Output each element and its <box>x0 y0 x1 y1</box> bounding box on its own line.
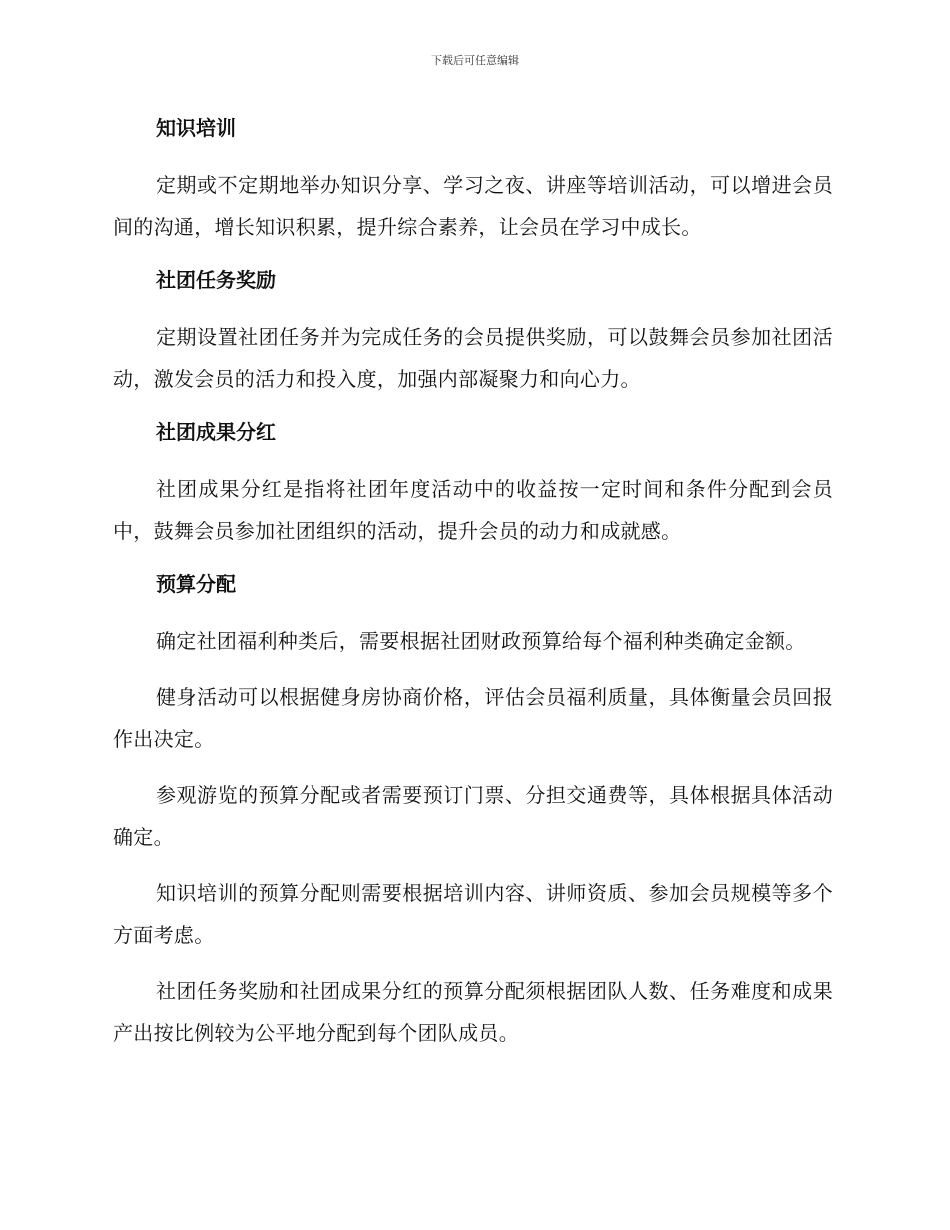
section-heading-achievement-dividend: 社团成果分红 <box>156 420 276 444</box>
paragraph: 定期或不定期地举办知识分享、学习之夜、讲座等培训活动，可以增进会员间的沟通，增长知识积累，提升综合素养，让会员在学习中成长。 <box>113 173 833 239</box>
page-header: 下载后可任意编辑 <box>431 54 519 67</box>
document-body <box>113 110 833 1054</box>
paragraph: 参观游览的预算分配或者需要预订门票、分担交通费等，具体根据具体活动确定。 <box>113 783 833 849</box>
paragraph: 知识培训的预算分配则需要根据培训内容、讲师资质、参加会员规模等多个方面考虑。 <box>113 881 833 947</box>
paragraph: 确定社团福利种类后，需要根据社团财政预算给每个福利种类确定金额。 <box>156 629 806 653</box>
paragraph: 社团成果分红是指将社团年度活动中的收益按一定时间和条件分配到会员中，鼓舞会员参加社团组织的活动，提升会员的动力和成就感。 <box>113 477 833 543</box>
section-heading-knowledge-training: 知识培训 <box>156 116 236 140</box>
paragraph: 定期设置社团任务并为完成任务的会员提供奖励，可以鼓舞会员参加社团活动，激发会员的活力和投入度，加强内部凝聚力和向心力。 <box>113 325 833 391</box>
section-heading-budget-allocation: 预算分配 <box>156 572 236 596</box>
section-heading-task-rewards: 社团任务奖励 <box>156 268 276 292</box>
paragraph: 社团任务奖励和社团成果分红的预算分配须根据团队人数、任务难度和成果产出按比例较为公平地分配到每个团队成员。 <box>113 979 833 1045</box>
paragraph: 健身活动可以根据健身房协商价格，评估会员福利质量，具体衡量会员回报作出决定。 <box>113 685 833 751</box>
